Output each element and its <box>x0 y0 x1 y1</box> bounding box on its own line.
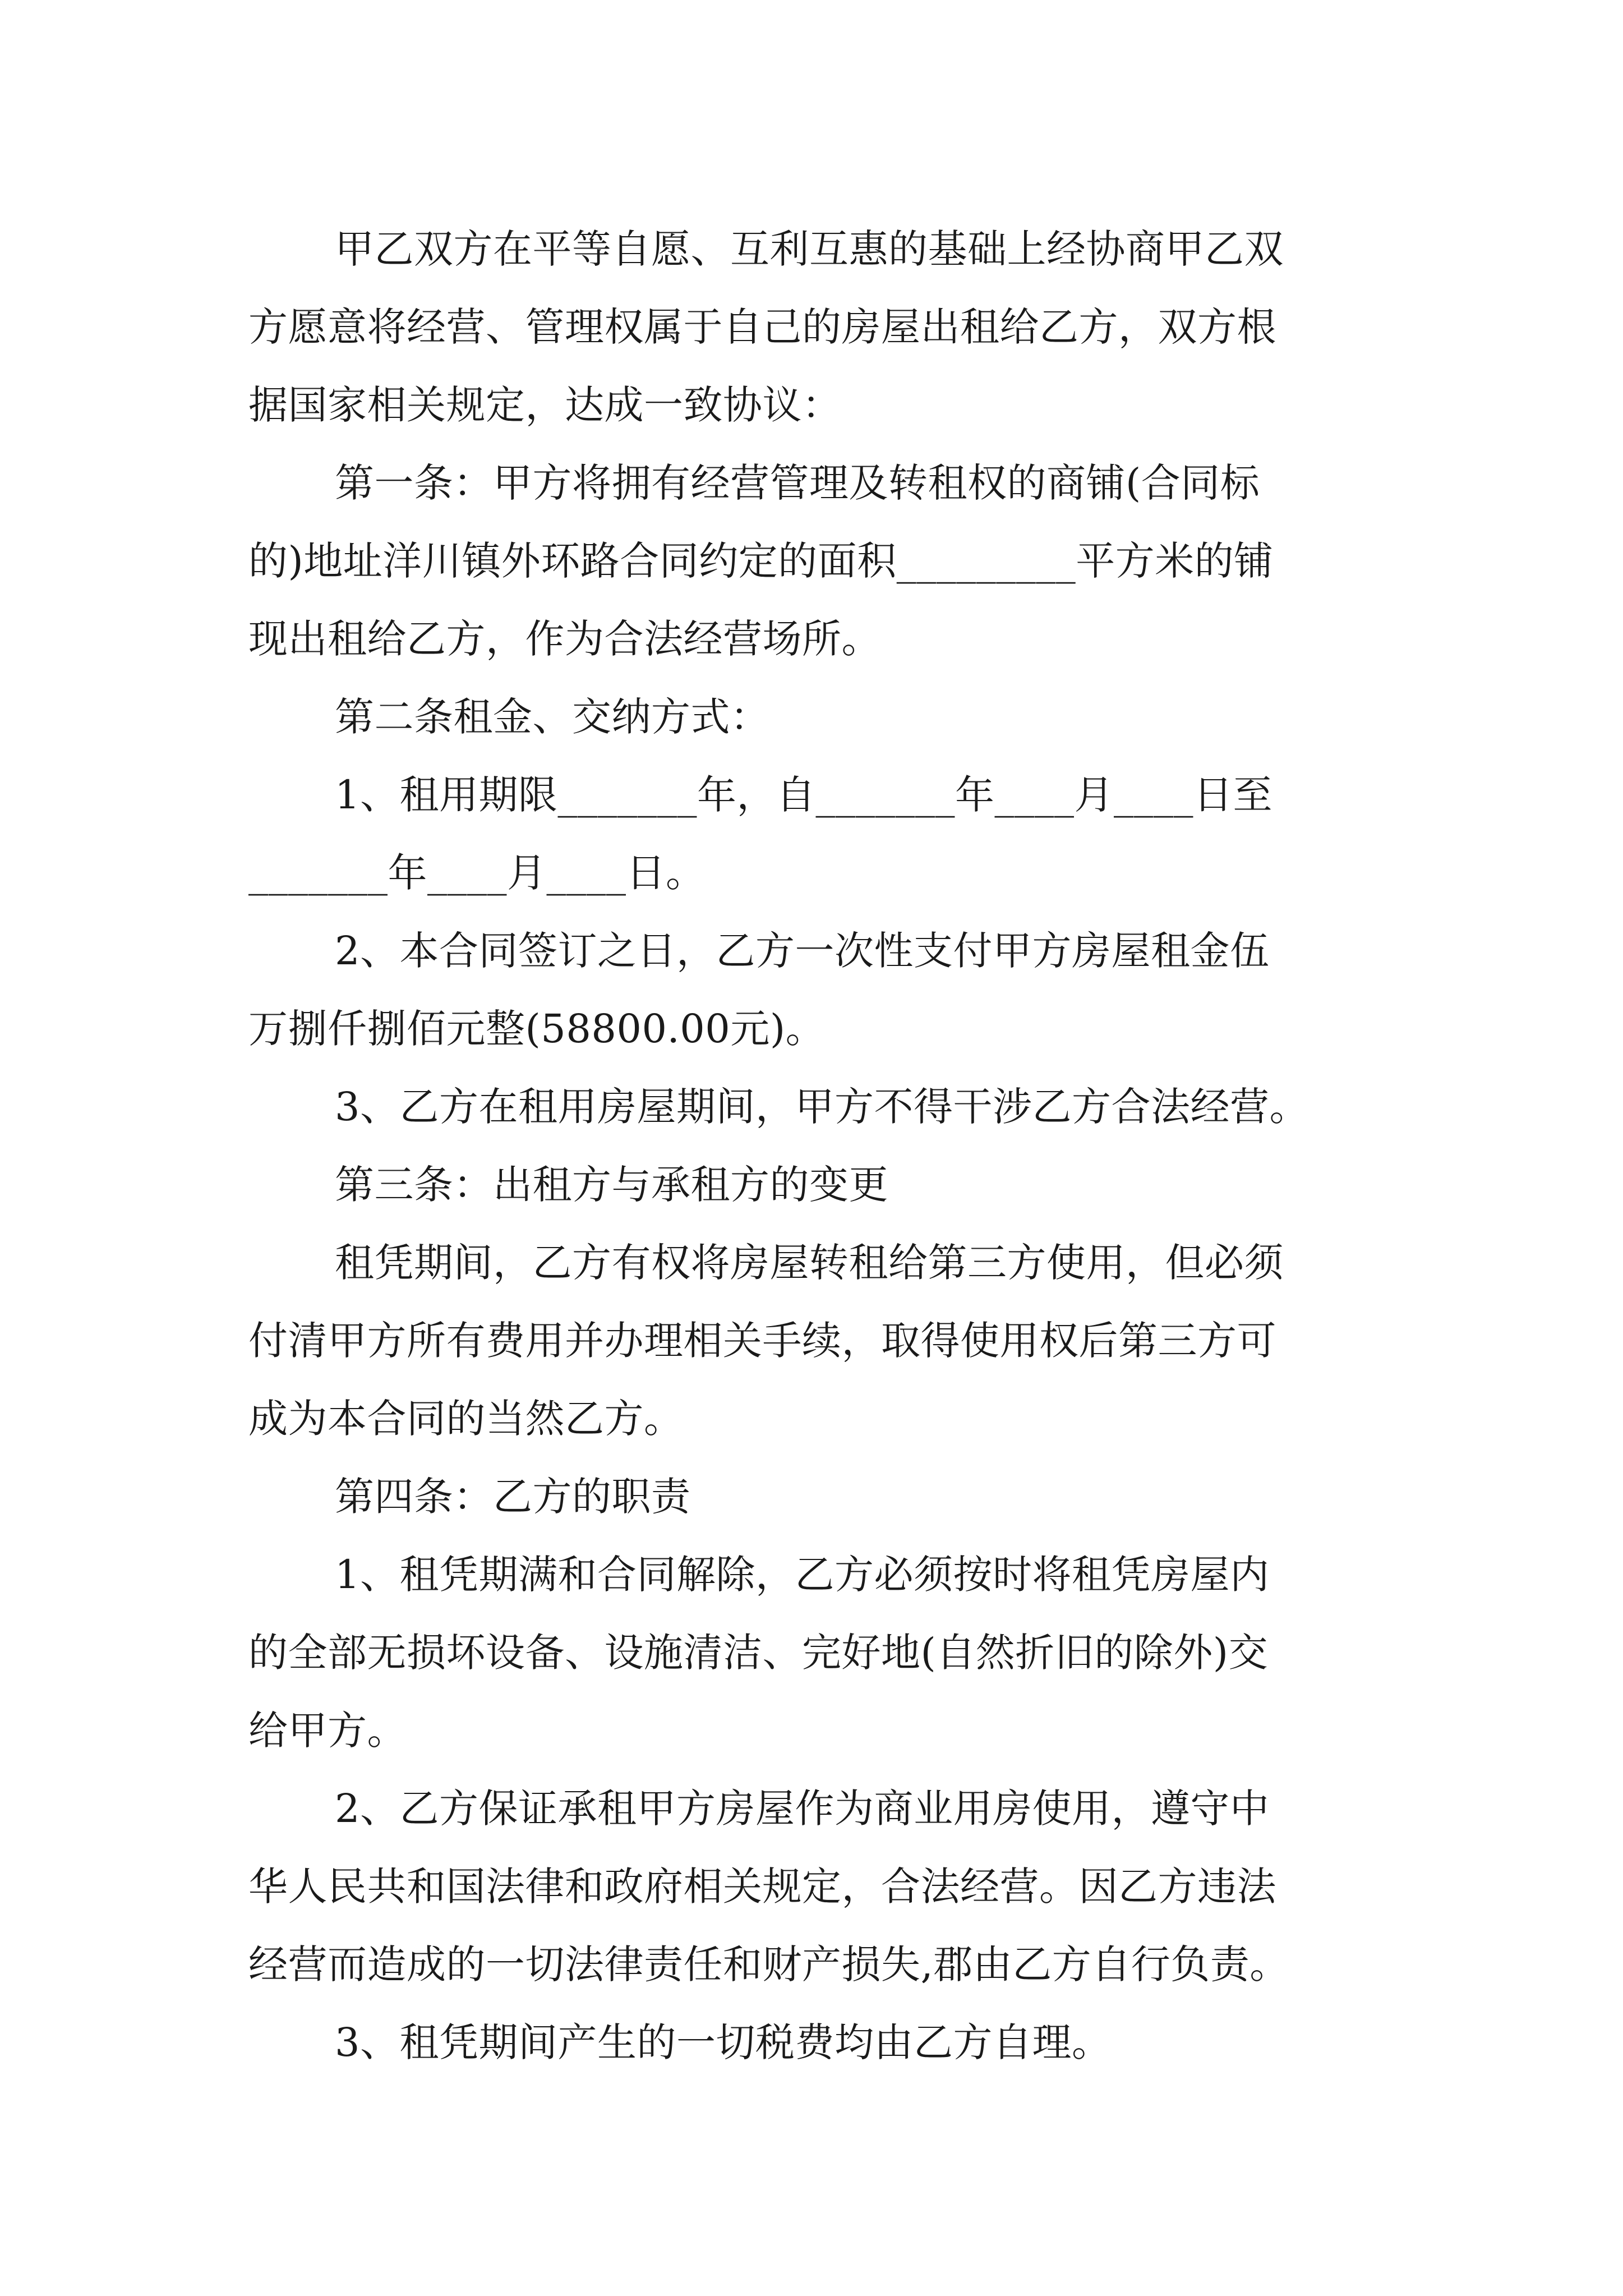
text-line: 3、乙方在租用房屋期间，甲方不得干涉乙方合法经营。 <box>335 1084 1310 1130</box>
text-line: 租凭期间，乙方有权将房屋转租给第三方使用，但必须 <box>335 1240 1284 1286</box>
text-line: 据国家相关规定，达成一致协议： <box>248 382 842 428</box>
text-line: 付清甲方所有费用并办理相关手续，取得使用权后第三方可 <box>248 1318 1276 1364</box>
paragraph-article-2-heading <box>248 678 1393 756</box>
paragraph-article-4-heading <box>248 1458 1393 1536</box>
paragraph-article-2-item-2 <box>248 912 1393 1068</box>
paragraph-article-2-item-1 <box>248 756 1393 912</box>
text-line: 2、本合同签订之日，乙方一次性支付甲方房屋租金伍 <box>335 928 1270 974</box>
text-line: 的全部无损坏设备、设施清洁、完好地(自然折旧的除外)交 <box>248 1630 1269 1676</box>
text-line: 现出租给乙方，作为合法经营场所。 <box>248 616 881 662</box>
text-line: _______年____月____日。 <box>248 850 706 896</box>
paragraph-article-3-heading <box>248 1146 1393 1224</box>
paragraph-article-4-item-2 <box>248 1770 1393 2004</box>
text-line: 甲乙双方在平等自愿、互利互惠的基础上经协商甲乙双 <box>335 226 1284 272</box>
text-line: 万捌仟捌佰元整(58800.00元)。 <box>248 1006 826 1052</box>
paragraph-article-4-item-1 <box>248 1536 1393 1770</box>
text-line: 的)地址洋川镇外环路合同约定的面积_________平方米的铺 <box>248 538 1274 584</box>
text-line: 第二条租金、交纳方式： <box>335 694 770 740</box>
paragraph-preamble <box>248 210 1393 444</box>
text-line: 第一条：甲方将拥有经营管理及转租权的商铺(合同标 <box>335 460 1260 506</box>
text-line: 3、租凭期间产生的一切税费均由乙方自理。 <box>335 2019 1112 2065</box>
text-line: 第三条：出租方与承租方的变更 <box>335 1162 888 1208</box>
text-line: 2、乙方保证承租甲方房屋作为商业用房使用，遵守中 <box>335 1786 1270 1832</box>
text-line: 方愿意将经营、管理权属于自己的房屋出租给乙方，双方根 <box>248 304 1276 350</box>
text-line: 1、租用期限_______年，自_______年____月____日至 <box>335 772 1273 818</box>
text-line: 给甲方。 <box>248 1708 407 1754</box>
text-line: 1、租凭期满和合同解除，乙方必须按时将租凭房屋内 <box>335 1552 1270 1598</box>
text-line: 第四条：乙方的职责 <box>335 1474 691 1520</box>
text-line: 经营而造成的一切法律责任和财产损失,郡由乙方自行负责。 <box>248 1941 1289 1987</box>
text-line: 华人民共和国法律和政府相关规定，合法经营。因乙方违法 <box>248 1864 1276 1910</box>
paragraph-article-1 <box>248 444 1393 678</box>
document-body <box>248 210 1393 2082</box>
text-line: 成为本合同的当然乙方。 <box>248 1396 684 1442</box>
paragraph-article-2-item-3 <box>248 1068 1393 1146</box>
paragraph-article-3-body <box>248 1224 1393 1458</box>
paragraph-article-4-item-3 <box>248 2004 1393 2082</box>
